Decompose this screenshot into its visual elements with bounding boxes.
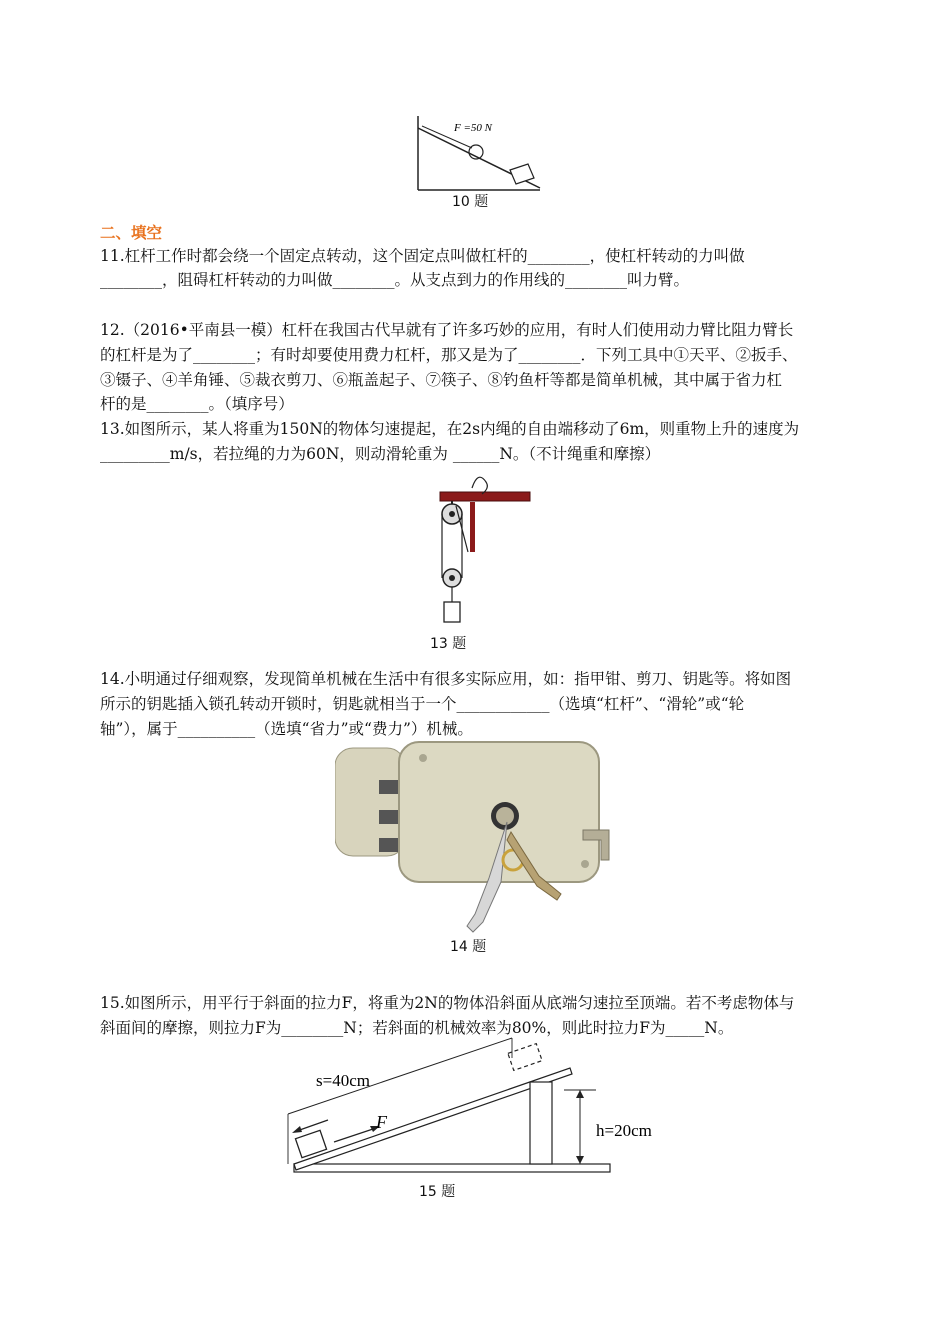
figure-15-f-label: F bbox=[376, 1112, 387, 1132]
figure-14-caption: 14 题 bbox=[450, 939, 487, 955]
figure-10-incline bbox=[410, 112, 545, 194]
question-14-line-1: 14.小明通过仔细观察，发现简单机械在生活中有很多实际应用，如：指甲钳、剪刀、钥匙等。将如图 bbox=[100, 670, 792, 688]
figure-10-caption: 10 题 bbox=[452, 194, 489, 210]
figure-13-pulley-system bbox=[432, 466, 536, 628]
question-14-line-2: 所示的钥匙插入锁孔转动开锁时，钥匙就相当于一个____________（选填“杠杆”、“滑轮”或“轮 bbox=[100, 695, 745, 713]
question-14-line-3: 轴”），属于__________（选填“省力”或“费力”）机械。 bbox=[100, 720, 473, 738]
figure-13-caption: 13 题 bbox=[430, 636, 467, 652]
question-11-line-1: 11.杠杆工作时都会绕一个固定点转动，这个固定点叫做杠杆的________，使杠杆转动的力叫做 bbox=[100, 247, 745, 265]
section-title: 二、填空 bbox=[100, 224, 163, 242]
question-12-line-4: 杆的是________。（填序号） bbox=[100, 395, 294, 413]
figure-15-caption: 15 题 bbox=[419, 1184, 456, 1200]
question-12-line-1: 12.（2016•平南县一模）杠杆在我国古代早就有了许多巧妙的应用，有时人们使用动力臂比阻力臂长 bbox=[100, 321, 794, 339]
question-13-line-2: _________m/s，若拉绳的力为60N，则动滑轮重为 ______N。（不计绳重和摩擦） bbox=[100, 445, 661, 463]
question-12-line-3: ③镊子、④羊角锤、⑤裁衣剪刀、⑥瓶盖起子、⑦筷子、⑧钓鱼杆等都是简单机械，其中属于省力杠 bbox=[100, 371, 783, 389]
figure-15-incline-diagram bbox=[280, 1036, 680, 1176]
figure-14-lock-and-key-photo bbox=[335, 740, 620, 936]
figure-15-s-label: s=40cm bbox=[316, 1071, 370, 1090]
question-15-line-1: 15.如图所示，用平行于斜面的拉力F，将重为2N的物体沿斜面从底端匀速拉至顶端。若不考虑物体与 bbox=[100, 994, 795, 1012]
figure-10-force-label: F =50 N bbox=[454, 122, 492, 134]
figure-15-h-label: h=20cm bbox=[596, 1121, 652, 1140]
question-13-line-1: 13.如图所示，某人将重为150N的物体匀速提起，在2s内绳的自由端移动了6m，则重物上升的速度为 bbox=[100, 420, 800, 438]
question-11-line-2: ________，阻碍杠杆转动的力叫做________。从支点到力的作用线的________叫力臂。 bbox=[100, 271, 690, 289]
question-15-line-2: 斜面间的摩擦，则拉力F为________N；若斜面的机械效率为80%，则此时拉力F为_____N。 bbox=[100, 1019, 734, 1037]
question-12-line-2: 的杠杆是为了________；有时却要使用费力杠杆，那又是为了________．下列工具中①天平、②扳手、 bbox=[100, 346, 798, 364]
